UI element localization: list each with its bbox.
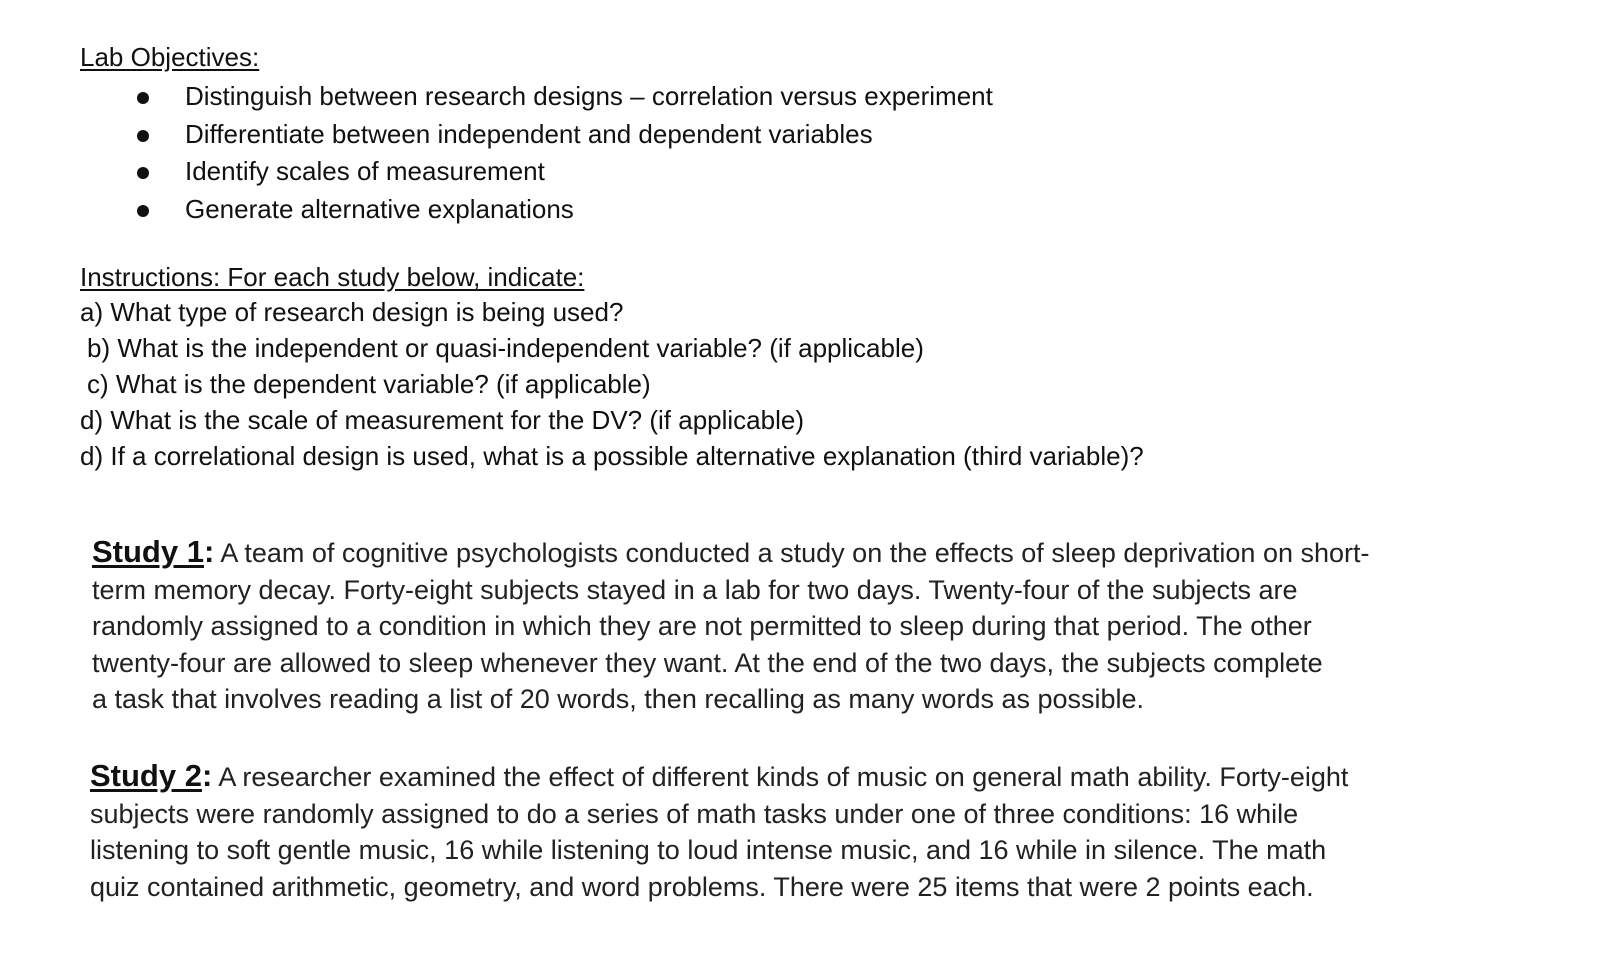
- objectives-heading: Lab Objectives:: [80, 42, 260, 72]
- study-title: Study 2:: [90, 758, 213, 793]
- bullet-icon: [137, 130, 149, 142]
- study-title: Study 1:: [92, 534, 215, 569]
- objective-text: Generate alternative explanations: [185, 193, 574, 224]
- instructions-heading: Instructions: For each study below, indicate:: [80, 262, 585, 292]
- objective-item: [80, 191, 993, 229]
- study-line: a task that involves reading a list of 20 words, then recalling as many words as possible.: [92, 684, 1145, 714]
- study-line: Study 2: A researcher examined the effect of different kinds of music on general math ability. Forty-eight: [90, 758, 1349, 793]
- study-line: Study 1: A team of cognitive psychologists conducted a study on the effects of sleep deprivation on short-: [92, 534, 1370, 569]
- study-line: quiz contained arithmetic, geometry, and word problems. There were 25 items that were 2 points each.: [90, 871, 1314, 902]
- study-line: subjects were randomly assigned to do a series of math tasks under one of three conditions: 16 while: [90, 798, 1299, 829]
- study-line: twenty-four are allowed to sleep whenever they want. At the end of the two days, the subjects complete: [92, 647, 1323, 678]
- study-2: [90, 758, 1348, 905]
- question-d-alternative: d) If a correlational design is used, what is a possible alternative explanation (third variable)?: [80, 441, 1144, 471]
- question-b: b) What is the independent or quasi-independent variable? (if applicable): [87, 333, 924, 363]
- bullet-icon: [137, 92, 149, 104]
- study-line: term memory decay. Forty-eight subjects stayed in a lab for two days. Twenty-four of the subjects are: [92, 574, 1298, 605]
- study-1: [92, 534, 1370, 718]
- objective-item: [80, 116, 993, 154]
- bullet-icon: [137, 205, 149, 217]
- question-a: a) What type of research design is being used?: [80, 297, 624, 327]
- question-c: c) What is the dependent variable? (if applicable): [87, 369, 651, 399]
- objective-text: Identify scales of measurement: [185, 156, 545, 186]
- objective-text: Distinguish between research designs – correlation versus experiment: [185, 81, 993, 111]
- bullet-icon: [137, 167, 149, 179]
- question-d-scale: d) What is the scale of measurement for the DV? (if applicable): [80, 405, 804, 435]
- objective-item: [80, 153, 993, 191]
- objectives-list: [80, 78, 993, 228]
- objective-item: [80, 78, 993, 116]
- objective-text: Differentiate between independent and dependent variables: [185, 118, 873, 149]
- study-line: randomly assigned to a condition in which they are not permitted to sleep during that period. The other: [92, 611, 1312, 641]
- study-line: listening to soft gentle music, 16 while listening to loud intense music, and 16 while in silence. The math: [90, 835, 1327, 865]
